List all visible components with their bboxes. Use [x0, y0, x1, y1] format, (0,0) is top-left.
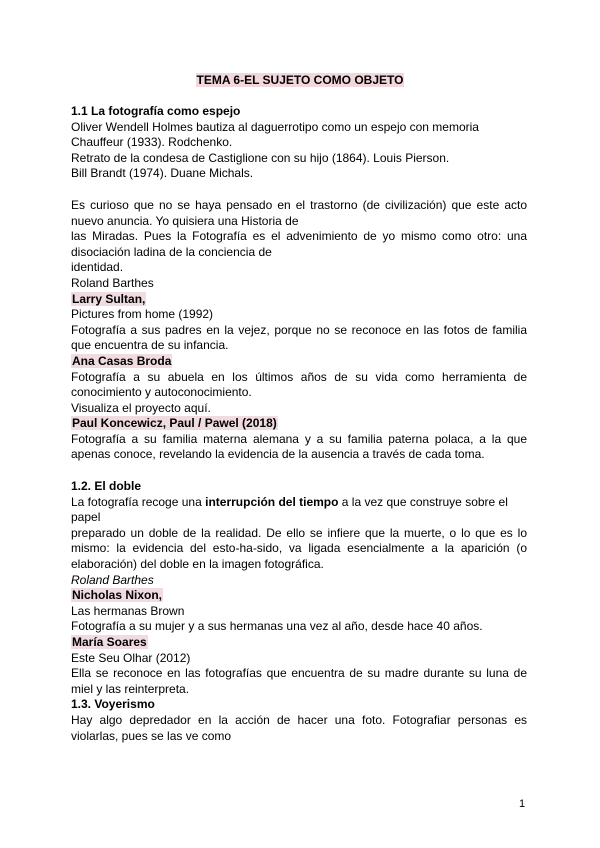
- page-number: 1: [519, 798, 526, 810]
- text-line: Fotografía a su familia materna alemana y a su familia paterna polaca, a la que: [71, 431, 527, 446]
- quote-line: identidad.: [71, 260, 124, 275]
- document-title: TEMA 6-EL SUJETO COMO OBJETO: [196, 73, 404, 87]
- text-line: miel y las reinterpreta.: [71, 681, 190, 696]
- quote-author: Roland Barthes: [71, 572, 154, 587]
- text-line: Fotografía a su abuela en los últimos años de su vida como herramienta de: [71, 369, 527, 384]
- quote-line: nuevo anuncia. Yo quisiera una Historia de: [71, 213, 299, 228]
- text-line: preparado un doble de la realidad. De ello se infiere que la muerte, o lo que es lo: [71, 525, 527, 540]
- text-line: Fotografía a sus padres en la vejez, porque no se reconoce en las fotos de familia: [71, 322, 527, 337]
- text-line: Retrato de la condesa de Castiglione con su hijo (1864). Louis Pierson.: [71, 150, 450, 165]
- text-line: Este Seu Olhar (2012): [71, 650, 191, 665]
- text-line: [71, 495, 527, 511]
- text-line: Pictures from home (1992): [71, 307, 214, 322]
- artist-name-paul-koncewicz: Paul Koncewicz, Paul / Pawel (2018): [72, 416, 277, 431]
- text-line: Chauffeur (1933). Rodchenko.: [71, 135, 233, 150]
- section-3-heading: 1.3. Voyerismo: [71, 697, 155, 712]
- text-fragment: a la vez que construye sobre el: [338, 494, 508, 509]
- text-line: apenas conoce, revelando la evidencia de la ausencia a través de cada toma.: [71, 447, 485, 462]
- quote-author: Roland Barthes: [71, 275, 154, 290]
- text-line: mismo: la evidencia del esto-ha-sido, va ligada esencialmente a la aparición (o: [71, 541, 527, 556]
- text-line: Bill Brandt (1974). Duane Michals.: [71, 166, 254, 181]
- spacer: [71, 182, 527, 198]
- text-line: que encuentra de su infancia.: [71, 338, 229, 353]
- quote-line: las Miradas. Pues la Fotografía es el advenimiento de yo mismo como otro: una: [71, 229, 527, 244]
- artist-name-maria-soares: María Soares: [72, 635, 147, 649]
- text-line: conocimiento y autoconocimiento.: [71, 385, 252, 400]
- text-line: Fotografía a su mujer y a sus hermanas una vez al año, desde hace 40 años.: [71, 619, 483, 634]
- artist-name-nicholas-nixon: Nicholas Nixon,: [72, 588, 163, 603]
- text-line: Oliver Wendell Holmes bautiza al daguerrotipo como un espejo con memoria: [71, 119, 479, 134]
- section-2-heading: 1.2. El doble: [71, 479, 142, 494]
- spacer: [71, 463, 527, 479]
- text-line: violarlas, pues se las ve como: [71, 728, 232, 743]
- section-1-heading: 1.1 La fotografía como espejo: [71, 104, 241, 118]
- text-line: papel: [71, 510, 101, 525]
- artist-name-larry-sultan: Larry Sultan,: [72, 291, 146, 306]
- text-line: Hay algo depredador en la acción de hacer una foto. Fotografiar personas es: [71, 712, 527, 727]
- quote-line: Es curioso que no se haya pensado en el trastorno (de civilización) que este acto: [71, 197, 527, 212]
- text-line: elaboración) del doble en la imagen fotográfica.: [71, 557, 324, 572]
- document-body: [71, 104, 527, 744]
- text-line: Las hermanas Brown: [71, 603, 185, 618]
- quote-line: disociación ladina de la conciencia de: [71, 244, 272, 259]
- text-fragment: La fotografía recoge una: [71, 494, 206, 509]
- title-wrap: [0, 71, 600, 89]
- artist-name-ana-casas-broda: Ana Casas Broda: [72, 353, 172, 368]
- text-line: Ella se reconoce en las fotografías que encuentra de su madre durante su luna de: [71, 666, 527, 681]
- text-line: Visualiza el proyecto aquí.: [71, 400, 211, 415]
- bold-phrase: interrupción del tiempo: [205, 494, 339, 509]
